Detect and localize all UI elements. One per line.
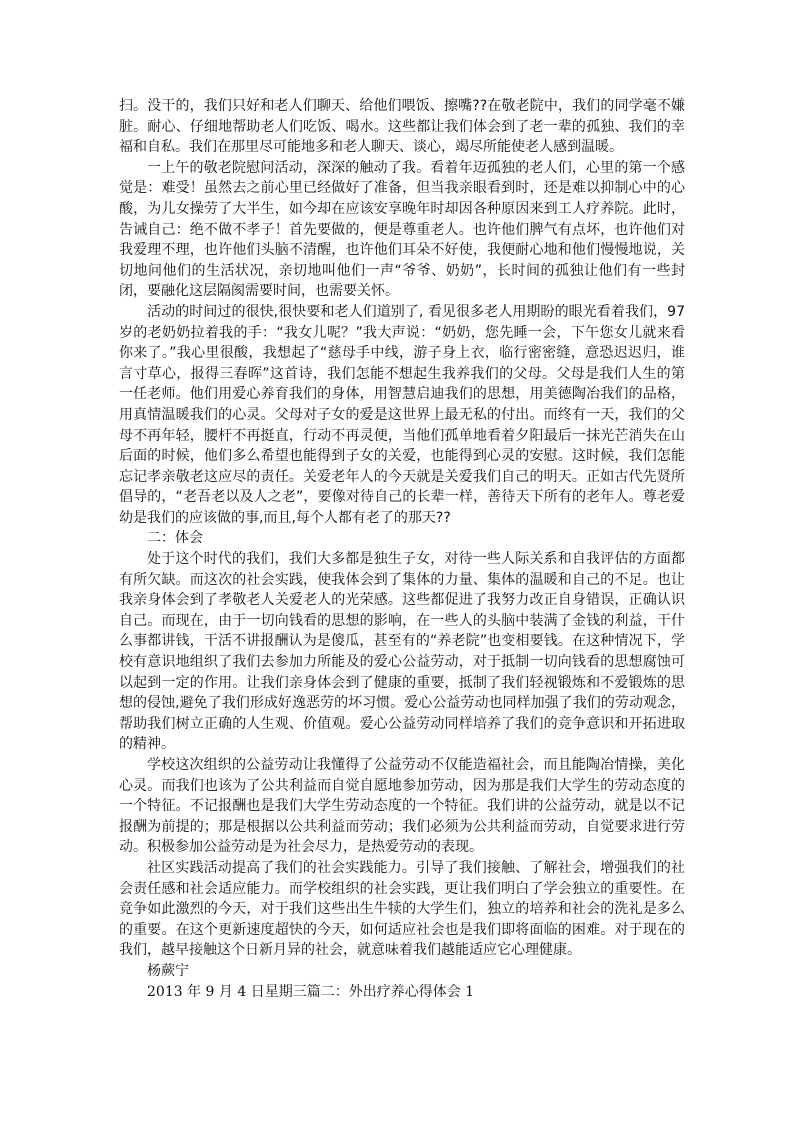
paragraph: 扫。没干的，我们只好和老人们聊天、给他们喂饭、擦嘴??在敬老院中，我们的同学毫不嫌脏。耐心、仔细地帮助老人们吃饭、喝水。这些都让我们体会到了老一辈的孤独、我们的幸福和自私。我们在那里尽可能地多和老人聊天、谈心，竭尽所能使老人感到温暖。: [119, 98, 685, 156]
date-line: 2013 年 9 月 4 日星期三篇二：外出疗养心得体会 1: [147, 983, 475, 1000]
author-signature: 杨蕨宁: [147, 962, 189, 979]
paragraph: 一上午的敬老院慰问活动，深深的触动了我。看着年迈孤独的老人们，心里的第一个感觉是：难受！虽然去之前心里已经做好了准备，但当我亲眼看到时，还是难以抑制心中的心酸，为儿女操劳了大半生，如今却在应该安享晚年时却因各种原因来到工人疗养院。此时，告诫自己：绝不做不孝子！首先要做的，便是尊重老人。也许他们脾气有点坏，也许他们对我爱理不理，也许他们头脑不清醒，也许他们耳朵不好使，我便耐心地和他们慢慢地说，关切地问他们的生活状况，亲切地叫他们一声“爷爷、奶奶”，长时间的孤独让他们有一些封闭，要融化这层隔阂需要时间，也需要关怀。: [119, 159, 685, 300]
paragraph: 学校这次组织的公益劳动让我懂得了公益劳动不仅能造福社会，而且能陶冶情操，美化心灵。而我们也该为了公共利益而自觉自愿地参加劳动，因为那是我们大学生的劳动态度的一个特征。不记报酬也是我们大学生劳动态度的一个特征。我们讲的公益劳动，就是以不记报酬为前提的；那是根据以公共利益而劳动；我们必须为公共利益而劳动，自觉要求进行劳动。积极参加公益劳动是为社会尽力，是热爱劳动的表现。: [119, 757, 685, 856]
document-body: [119, 96, 685, 1002]
section-heading: 二：体会: [147, 530, 203, 547]
paragraph: 活动的时间过的很快,很快要和老人们道别了, 看见很多老人用期盼的眼光看着我们，97岁的老奶奶拉着我的手：“我女儿呢？”我大声说：“奶奶，您先睡一会，下午您女儿就来看你来了。”我心里很酸，我想起了“慈母手中线，游子身上衣，临行密密缝，意恐迟迟归，谁言寸草心，报得三春晖”这首诗，我们怎能不想起生我养我们的父母。父母是我们人生的第一任老师。他们用爱心养育我们的身体，用智慧启迪我们的思想，用美德陶冶我们的品格，用真情温暖我们的心灵。父母对子女的爱是这世界上最无私的付出。而终有一天，我们的父母不再年轻，腰杆不再挺直，行动不再灵便，当他们孤单地看着夕阳最后一抹光芒消失在山后面的时候，他们多么希望也能得到子女的关爱，也能得到心灵的安慰。这时候，我们怎能忘记孝亲敬老这应尽的责任。关爱老年人的今天就是关爱我们自己的明天。正如古代先贤所倡导的，“老吾老以及人之老”，要像对待自己的长辈一样，善待天下所有的老年人。尊老爱幼是我们的应该做的事,而且,每个人都有老了的那天??: [119, 303, 685, 526]
paragraph: 社区实践活动提高了我们的社会实践能力。引导了我们接触、了解社会，增强我们的社会责任感和社会适应能力。而学校组织的社会实践，更让我们明白了学会独立的重要性。在竞争如此激烈的今天，对于我们这些出生牛犊的大学生们，独立的培养和社会的洗礼是多么的重要。在这个更新速度超快的今天，如何适应社会也是我们即将面临的困难。对于现在的我们，越早接触这个日新月异的社会，就意味着我们越能适应它心理健康。: [119, 859, 685, 959]
paragraph: 处于这个时代的我们，我们大多都是独生子女，对待一些人际关系和自我评估的方面都有所欠缺。而这次的社会实践，使我体会到了集体的力量、集体的温暖和自己的不足。也让我亲身体会到了孝敬老人关爱老人的光荣感。这些都促进了我努力改正自身错误，正确认识自己。而现在，由于一切向钱看的思想的影响，在一些人的头脑中装满了金钱的利益，干什么事都讲钱，干活不讲报酬认为是傻瓜，甚至有的“养老院”也变相要钱。在这种情况下，学校有意识地组织了我们去参加力所能及的爱心公益劳动，对于抵制一切向钱看的思想腐蚀可以起到一定的作用。让我们亲身体会到了健康的重要，抵制了我们轻视锻炼和不爱锻炼的思想的侵蚀,避免了我们形成好逸恶劳的坏习惯。爱心公益劳动也同样加强了我们的劳动观念，帮助我们树立正确的人生观、价值观。爱心公益劳动同样培养了我们的竞争意识和开拓进取的精神。: [119, 551, 685, 753]
